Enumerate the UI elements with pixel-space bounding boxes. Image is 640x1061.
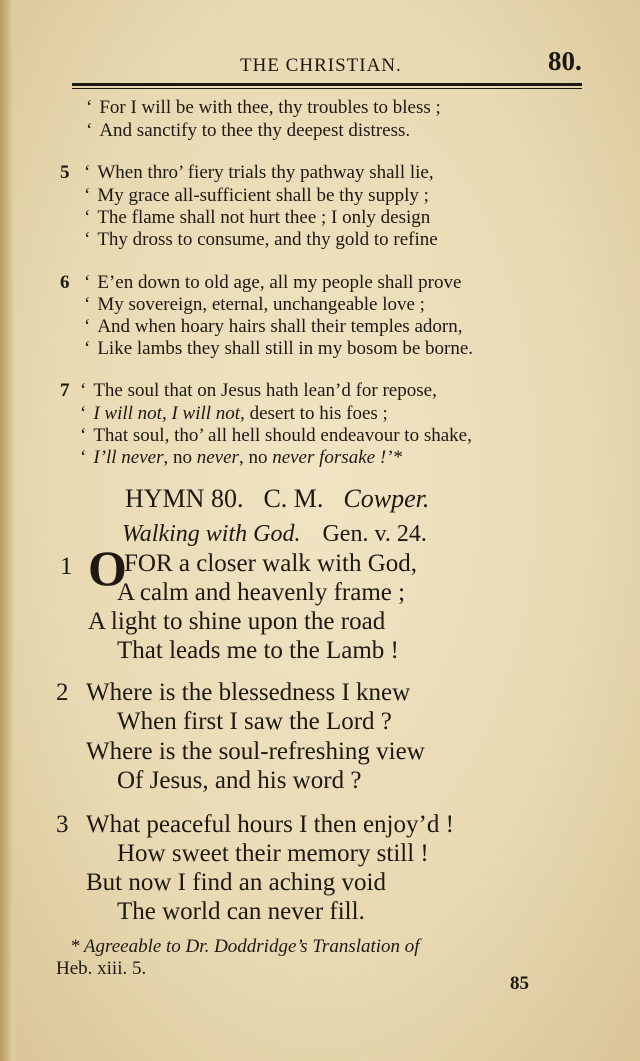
page-number: 80. xyxy=(548,46,582,76)
page-edge-shadow xyxy=(0,0,14,1061)
hymn-line: Of Jesus, and his word ? xyxy=(117,767,362,794)
hymn-subtitle: Walking with God. Gen. v. 24. xyxy=(122,521,427,547)
stanza-number: 6 xyxy=(60,272,70,293)
stanza-line: ‘ Thy dross to consume, and thy gold to refine xyxy=(84,229,438,250)
hymn-line: But now I find an aching void xyxy=(86,869,386,896)
stanza-line: ‘ I’ll never, no never, no never forsake !’* xyxy=(80,447,402,468)
hymn-line: Where is the blessedness I knew xyxy=(86,679,411,706)
stanza-line: ‘ I will not, I will not, desert to his foes ; xyxy=(80,403,388,424)
continuation-line: ‘ And sanctify to thee thy deepest distress. xyxy=(86,120,411,141)
stanza-line: ‘ My sovereign, eternal, unchangeable love ; xyxy=(84,294,425,315)
stanza-number: 2 xyxy=(56,679,69,706)
drop-cap: O xyxy=(88,540,127,596)
hymn-line: A light to shine upon the road xyxy=(88,608,386,635)
stanza-line: ‘ That soul, tho’ all hell should endeavour to shake, xyxy=(80,425,472,446)
stanza-number: 7 xyxy=(60,380,70,401)
hymn-heading: HYMN 80. C. M. Cowper. xyxy=(125,484,430,513)
stanza-line: ‘ The soul that on Jesus hath lean’d for repose, xyxy=(80,380,437,401)
hymn-line: What peaceful hours I then enjoy’d ! xyxy=(86,811,454,838)
hymn-line: The world can never fill. xyxy=(117,898,365,925)
header-rule-thin xyxy=(72,88,582,89)
running-header: THE CHRISTIAN. xyxy=(240,55,402,76)
footnote-line: Heb. xiii. 5. xyxy=(56,958,147,979)
hymn-line: How sweet their memory still ! xyxy=(117,840,429,867)
signature-mark: 85 xyxy=(510,973,529,994)
stanza-line: ‘ When thro’ fiery trials thy pathway shall lie, xyxy=(84,162,434,183)
hymn-line: A calm and heavenly frame ; xyxy=(117,579,406,606)
continuation-line: ‘ For I will be with thee, thy troubles to bless ; xyxy=(86,97,441,118)
hymn-line: Where is the soul-refreshing view xyxy=(86,738,425,765)
stanza-line: ‘ And when hoary hairs shall their temples adorn, xyxy=(84,316,463,337)
header-rule-thick xyxy=(72,83,582,86)
stanza-line: ‘ Like lambs they shall still in my bosom be borne. xyxy=(84,338,474,359)
stanza-line: ‘ My grace all-sufficient shall be thy supply ; xyxy=(84,185,429,206)
stanza-line: ‘ The flame shall not hurt thee ; I only design xyxy=(84,207,431,228)
stanza-number: 3 xyxy=(56,811,69,838)
hymn-line: When first I saw the Lord ? xyxy=(117,708,392,735)
footnote-line: * Agreeable to Dr. Doddridge’s Translation of xyxy=(70,936,420,957)
hymn-line: FOR a closer walk with God, xyxy=(124,550,418,577)
stanza-number: 5 xyxy=(60,162,70,183)
stanza-number: 1 xyxy=(60,553,73,580)
stanza-line: ‘ E’en down to old age, all my people shall prove xyxy=(84,272,462,293)
hymn-line: That leads me to the Lamb ! xyxy=(117,637,399,664)
